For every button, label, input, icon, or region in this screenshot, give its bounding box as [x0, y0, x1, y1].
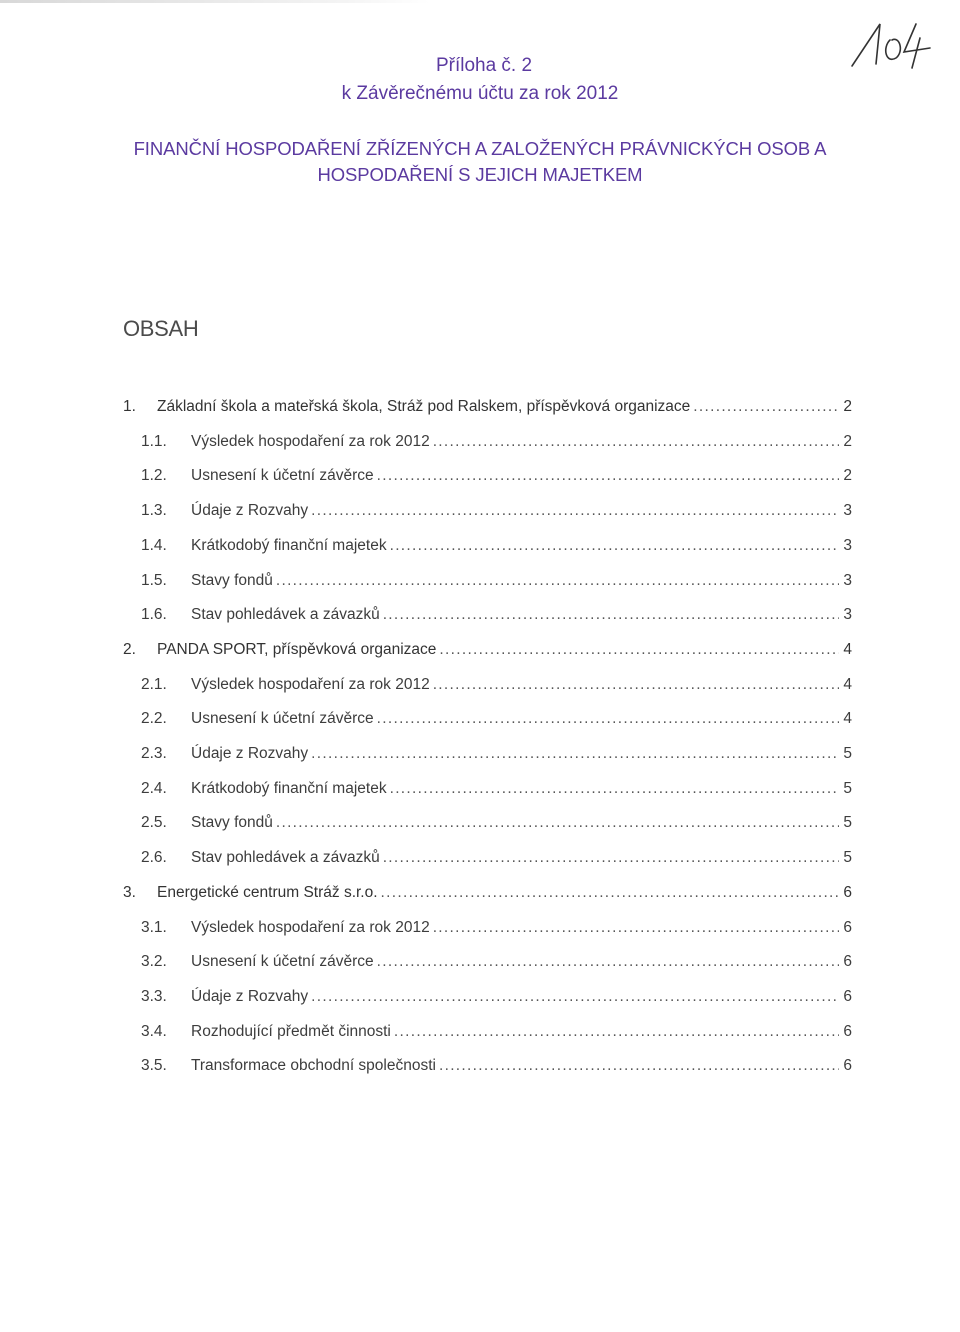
toc-entry-title: Krátkodobý finanční majetek	[191, 536, 387, 554]
toc-entry-page-number: 6	[843, 1057, 852, 1075]
toc-entry-title: Stavy fondů	[191, 814, 273, 832]
toc-entry-number: 1.4.	[141, 536, 167, 554]
toc-leader-dots	[433, 919, 839, 937]
toc-leader-dots	[433, 433, 839, 451]
toc-entry-page-number: 6	[843, 1022, 852, 1040]
toc-leader-dots	[390, 780, 839, 798]
toc-entry[interactable]	[141, 814, 852, 838]
toc-entry-page-number: 3	[843, 502, 852, 520]
toc-entry[interactable]	[123, 398, 852, 422]
toc-entry[interactable]	[141, 953, 852, 977]
toc-entry[interactable]	[141, 433, 852, 457]
toc-entry-number: 2.3.	[141, 745, 167, 762]
annex-label: Příloha č. 2	[435, 55, 533, 76]
toc-heading: OBSAH	[123, 316, 199, 341]
toc-entry[interactable]	[141, 537, 852, 561]
toc-entry-number: 1.5.	[141, 571, 167, 589]
toc-entry-title: Rozhodující předmět činnosti	[191, 1022, 391, 1040]
toc-entry-title: Výsledek hospodaření za rok 2012	[191, 675, 430, 693]
scan-edge-line	[0, 0, 430, 3]
toc-entry-page-number: 4	[843, 640, 852, 658]
toc-entry-number: 1.3.	[141, 502, 167, 520]
toc-entry-page-number: 3	[843, 536, 852, 554]
toc-leader-dots	[439, 641, 839, 659]
toc-entry-title: Výsledek hospodaření za rok 2012	[191, 432, 430, 450]
toc-leader-dots	[439, 1057, 839, 1075]
toc-entry-number: 1.1.	[141, 432, 167, 450]
toc-entry[interactable]	[123, 641, 852, 665]
toc-entry-page-number: 6	[843, 953, 852, 971]
toc-entry-title: Stav pohledávek a závazků	[191, 849, 380, 867]
toc-leader-dots	[377, 710, 839, 728]
toc-entry[interactable]	[141, 988, 852, 1012]
annex-subtitle: k Závěrečnému účtu za rok 2012	[341, 83, 619, 104]
toc-leader-dots	[377, 953, 839, 971]
toc-entry[interactable]	[141, 745, 852, 769]
toc-entry[interactable]	[141, 919, 852, 943]
toc-entry-page-number: 2	[843, 432, 852, 450]
toc-leader-dots	[433, 676, 839, 694]
toc-entry-number: 3.4.	[141, 1022, 167, 1040]
toc-entry-number: 1.6.	[141, 606, 167, 624]
toc-entry-title: Energetické centrum Stráž s.r.o.	[157, 883, 378, 901]
toc-entry-number: 3.2.	[141, 953, 167, 971]
toc-entry-page-number: 4	[843, 675, 852, 693]
toc-entry-title: Údaje z Rozvahy	[191, 502, 309, 520]
toc-entry-title: Usnesení k účetní závěrce	[191, 467, 374, 485]
toc-entry-title: Usnesení k účetní závěrce	[191, 710, 374, 728]
toc-leader-dots	[381, 884, 839, 902]
toc-entry[interactable]	[141, 1057, 852, 1081]
toc-entry[interactable]	[141, 780, 852, 804]
toc-entry[interactable]	[141, 572, 852, 596]
toc-entry[interactable]	[141, 676, 852, 700]
toc-entry-number: 1.2.	[141, 467, 167, 485]
toc-entry-number: 3.5.	[141, 1057, 167, 1075]
toc-entry-title: Transformace obchodní společnosti	[191, 1057, 436, 1075]
title-line-2: HOSPODAŘENÍ S JEJICH MAJETKEM	[317, 164, 643, 185]
toc-entry[interactable]	[123, 884, 852, 908]
toc-entry[interactable]	[141, 1023, 852, 1047]
title-line-1: FINANČNÍ HOSPODAŘENÍ ZŘÍZENÝCH A ZALOŽENÝCH PRÁVNICKÝCH OSOB A	[133, 138, 827, 159]
annex-header	[0, 52, 960, 108]
toc-entry-number: 2.2.	[141, 710, 167, 728]
toc-entry-title: Údaje z Rozvahy	[191, 745, 309, 762]
toc-entry-number: 1.	[123, 398, 136, 415]
toc-entry-number: 2.	[123, 640, 136, 658]
toc-leader-dots	[276, 814, 839, 832]
toc-entry-page-number: 6	[843, 918, 852, 936]
toc-entry-page-number: 2	[843, 398, 852, 415]
toc-leader-dots	[377, 467, 839, 485]
toc-entry-number: 2.5.	[141, 814, 167, 832]
toc-entry-page-number: 4	[843, 710, 852, 728]
toc-entry-title: Výsledek hospodaření za rok 2012	[191, 918, 430, 936]
toc-entry-page-number: 3	[843, 571, 852, 589]
toc-entry-page-number: 2	[843, 467, 852, 485]
toc-entry-number: 2.1.	[141, 675, 167, 693]
toc-entry-title: Usnesení k účetní závěrce	[191, 953, 374, 971]
toc-entry-page-number: 5	[843, 849, 852, 867]
toc-leader-dots	[693, 398, 839, 416]
toc-entry-title: Údaje z Rozvahy	[191, 987, 309, 1005]
toc-leader-dots	[383, 606, 839, 624]
toc-entry-number: 3.3.	[141, 987, 167, 1005]
toc-entry-number: 2.4.	[141, 779, 167, 797]
toc-entry[interactable]	[141, 502, 852, 526]
toc-leader-dots	[311, 502, 839, 520]
toc-entry-number: 3.1.	[141, 918, 167, 936]
toc-leader-dots	[311, 745, 839, 763]
toc-leader-dots	[276, 572, 839, 590]
toc-leader-dots	[311, 988, 839, 1006]
toc-entry-number: 2.6.	[141, 849, 167, 867]
toc-entry-page-number: 5	[843, 745, 852, 762]
document-title	[0, 136, 960, 188]
toc-entry-page-number: 6	[843, 987, 852, 1005]
toc-leader-dots	[394, 1023, 839, 1041]
toc-entry-title: Stavy fondů	[191, 571, 273, 589]
toc-entry[interactable]	[141, 710, 852, 734]
toc-entry[interactable]	[141, 606, 852, 630]
toc-entry-page-number: 3	[843, 606, 852, 624]
toc-entry[interactable]	[141, 467, 852, 491]
toc-entry-page-number: 6	[843, 883, 852, 901]
toc-leader-dots	[390, 537, 839, 555]
toc-entry-page-number: 5	[843, 814, 852, 832]
toc-entry[interactable]	[141, 849, 852, 873]
toc-entry-title: Základní škola a mateřská škola, Stráž pod Ralskem, příspěvková organizace	[157, 398, 691, 415]
toc-entry-number: 3.	[123, 883, 136, 901]
toc-entry-page-number: 5	[843, 779, 852, 797]
toc-entry-title: PANDA SPORT, příspěvková organizace	[157, 640, 437, 658]
toc-entry-title: Krátkodobý finanční majetek	[191, 779, 387, 797]
toc-leader-dots	[383, 849, 839, 867]
toc-entry-title: Stav pohledávek a závazků	[191, 606, 380, 624]
